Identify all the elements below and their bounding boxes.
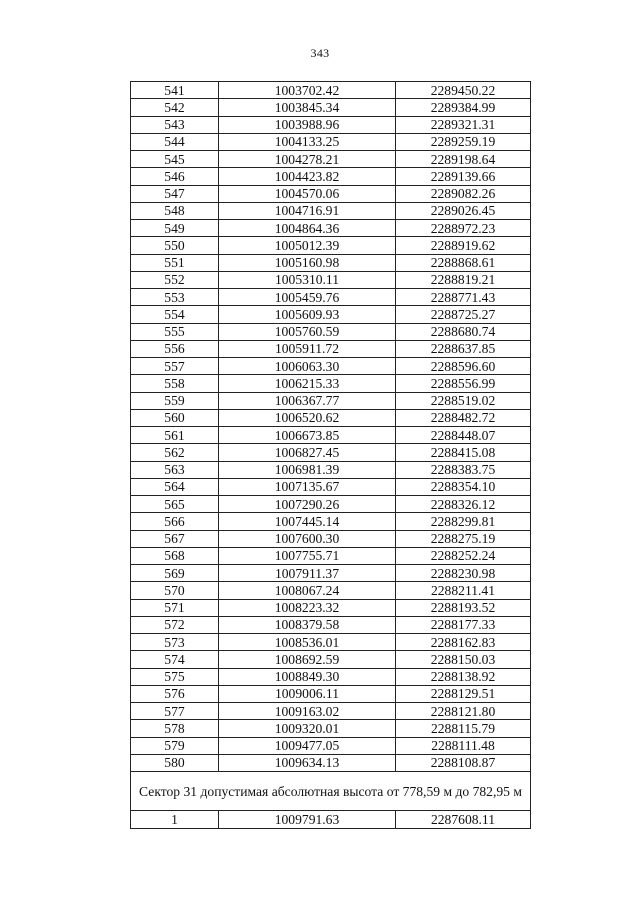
point-number-cell: 544 — [131, 133, 219, 150]
table-row — [131, 392, 531, 409]
x-coordinate-cell: 1005310.11 — [219, 271, 396, 288]
point-number-cell: 542 — [131, 99, 219, 116]
x-coordinate-cell: 1009006.11 — [219, 685, 396, 702]
table-row — [131, 289, 531, 306]
point-number-cell: 560 — [131, 409, 219, 426]
y-coordinate-cell: 2288819.21 — [396, 271, 531, 288]
point-number-cell: 547 — [131, 185, 219, 202]
point-number-cell: 548 — [131, 202, 219, 219]
y-coordinate-cell: 2289198.64 — [396, 151, 531, 168]
y-coordinate-cell: 2288138.92 — [396, 668, 531, 685]
point-number-cell: 1 — [131, 811, 219, 829]
x-coordinate-cell: 1008067.24 — [219, 582, 396, 599]
x-coordinate-cell: 1005609.93 — [219, 306, 396, 323]
y-coordinate-cell: 2288115.79 — [396, 720, 531, 737]
point-number-cell: 561 — [131, 427, 219, 444]
table-row — [131, 168, 531, 185]
table-row — [131, 375, 531, 392]
x-coordinate-cell: 1004278.21 — [219, 151, 396, 168]
table-row — [131, 99, 531, 116]
point-number-cell: 579 — [131, 737, 219, 754]
y-coordinate-cell: 2288482.72 — [396, 409, 531, 426]
table-row — [131, 185, 531, 202]
table-row — [131, 133, 531, 150]
table-row — [131, 116, 531, 133]
point-number-cell: 545 — [131, 151, 219, 168]
x-coordinate-cell: 1007911.37 — [219, 565, 396, 582]
sector-section — [131, 772, 531, 811]
y-coordinate-cell: 2288252.24 — [396, 547, 531, 564]
y-coordinate-cell: 2288121.80 — [396, 703, 531, 720]
table-row — [131, 306, 531, 323]
y-coordinate-cell: 2288150.03 — [396, 651, 531, 668]
point-number-cell: 554 — [131, 306, 219, 323]
y-coordinate-cell: 2288637.85 — [396, 340, 531, 357]
x-coordinate-cell: 1005160.98 — [219, 254, 396, 271]
x-coordinate-cell: 1005760.59 — [219, 323, 396, 340]
x-coordinate-cell: 1004570.06 — [219, 185, 396, 202]
table-row — [131, 478, 531, 495]
y-coordinate-cell: 2288211.41 — [396, 582, 531, 599]
point-number-cell: 580 — [131, 754, 219, 771]
y-coordinate-cell: 2288725.27 — [396, 306, 531, 323]
x-coordinate-cell: 1007290.26 — [219, 496, 396, 513]
sector-heading: Сектор 31 допустимая абсолютная высота от 778,59 м до 782,95 м — [131, 772, 531, 811]
point-number-cell: 551 — [131, 254, 219, 271]
table-row — [131, 340, 531, 357]
table-row — [131, 82, 531, 99]
y-coordinate-cell: 2288771.43 — [396, 289, 531, 306]
x-coordinate-cell: 1006981.39 — [219, 461, 396, 478]
point-number-cell: 552 — [131, 271, 219, 288]
point-number-cell: 541 — [131, 82, 219, 99]
table-row — [131, 582, 531, 599]
x-coordinate-cell: 1009477.05 — [219, 737, 396, 754]
x-coordinate-cell: 1006215.33 — [219, 375, 396, 392]
table-row — [131, 703, 531, 720]
y-coordinate-cell: 2288354.10 — [396, 478, 531, 495]
y-coordinate-cell: 2288415.08 — [396, 444, 531, 461]
y-coordinate-cell: 2288162.83 — [396, 634, 531, 651]
point-number-cell: 557 — [131, 358, 219, 375]
x-coordinate-cell: 1007135.67 — [219, 478, 396, 495]
point-number-cell: 575 — [131, 668, 219, 685]
table-row — [131, 461, 531, 478]
point-number-cell: 576 — [131, 685, 219, 702]
x-coordinate-cell: 1008223.32 — [219, 599, 396, 616]
point-number-cell: 567 — [131, 530, 219, 547]
coordinates-table — [130, 81, 531, 829]
table-row — [131, 651, 531, 668]
point-number-cell: 550 — [131, 237, 219, 254]
x-coordinate-cell: 1008849.30 — [219, 668, 396, 685]
y-coordinate-cell: 2288108.87 — [396, 754, 531, 771]
table-row — [131, 427, 531, 444]
y-coordinate-cell: 2288111.48 — [396, 737, 531, 754]
coordinates-table-body — [131, 82, 531, 772]
point-number-cell: 556 — [131, 340, 219, 357]
x-coordinate-cell: 1005911.72 — [219, 340, 396, 357]
y-coordinate-cell: 2289026.45 — [396, 202, 531, 219]
point-number-cell: 563 — [131, 461, 219, 478]
y-coordinate-cell: 2288177.33 — [396, 616, 531, 633]
point-number-cell: 578 — [131, 720, 219, 737]
table-row — [131, 323, 531, 340]
x-coordinate-cell: 1004133.25 — [219, 133, 396, 150]
y-coordinate-cell: 2288448.07 — [396, 427, 531, 444]
x-coordinate-cell: 1005459.76 — [219, 289, 396, 306]
x-coordinate-cell: 1009791.63 — [219, 811, 396, 829]
table-row — [131, 496, 531, 513]
x-coordinate-cell: 1007445.14 — [219, 513, 396, 530]
x-coordinate-cell: 1008692.59 — [219, 651, 396, 668]
x-coordinate-cell: 1003988.96 — [219, 116, 396, 133]
x-coordinate-cell: 1007755.71 — [219, 547, 396, 564]
y-coordinate-cell: 2288596.60 — [396, 358, 531, 375]
point-number-cell: 573 — [131, 634, 219, 651]
y-coordinate-cell: 2288230.98 — [396, 565, 531, 582]
y-coordinate-cell: 2289384.99 — [396, 99, 531, 116]
point-number-cell: 565 — [131, 496, 219, 513]
table-row — [131, 151, 531, 168]
table-row — [131, 737, 531, 754]
y-coordinate-cell: 2289139.66 — [396, 168, 531, 185]
y-coordinate-cell: 2288680.74 — [396, 323, 531, 340]
y-coordinate-cell: 2288326.12 — [396, 496, 531, 513]
table-row — [131, 811, 531, 829]
sector-table-body — [131, 811, 531, 829]
point-number-cell: 562 — [131, 444, 219, 461]
x-coordinate-cell: 1003702.42 — [219, 82, 396, 99]
table-row — [131, 237, 531, 254]
table-row — [131, 220, 531, 237]
y-coordinate-cell: 2289259.19 — [396, 133, 531, 150]
point-number-cell: 553 — [131, 289, 219, 306]
y-coordinate-cell: 2288275.19 — [396, 530, 531, 547]
point-number-cell: 559 — [131, 392, 219, 409]
point-number-cell: 558 — [131, 375, 219, 392]
point-number-cell: 572 — [131, 616, 219, 633]
point-number-cell: 555 — [131, 323, 219, 340]
table-row — [131, 358, 531, 375]
y-coordinate-cell: 2289450.22 — [396, 82, 531, 99]
table-row — [131, 444, 531, 461]
x-coordinate-cell: 1003845.34 — [219, 99, 396, 116]
x-coordinate-cell: 1009163.02 — [219, 703, 396, 720]
y-coordinate-cell: 2288868.61 — [396, 254, 531, 271]
y-coordinate-cell: 2289082.26 — [396, 185, 531, 202]
table-row — [131, 634, 531, 651]
x-coordinate-cell: 1009320.01 — [219, 720, 396, 737]
y-coordinate-cell: 2288919.62 — [396, 237, 531, 254]
table-row — [131, 565, 531, 582]
table-row — [131, 668, 531, 685]
y-coordinate-cell: 2288129.51 — [396, 685, 531, 702]
table-row — [131, 202, 531, 219]
x-coordinate-cell: 1006673.85 — [219, 427, 396, 444]
point-number-cell: 569 — [131, 565, 219, 582]
y-coordinate-cell: 2289321.31 — [396, 116, 531, 133]
table-row — [131, 513, 531, 530]
point-number-cell: 571 — [131, 599, 219, 616]
sector-heading-row — [131, 772, 531, 811]
x-coordinate-cell: 1004423.82 — [219, 168, 396, 185]
table-row — [131, 530, 531, 547]
y-coordinate-cell: 2288299.81 — [396, 513, 531, 530]
x-coordinate-cell: 1008379.58 — [219, 616, 396, 633]
x-coordinate-cell: 1006520.62 — [219, 409, 396, 426]
table-row — [131, 720, 531, 737]
table-row — [131, 616, 531, 633]
x-coordinate-cell: 1008536.01 — [219, 634, 396, 651]
point-number-cell: 574 — [131, 651, 219, 668]
point-number-cell: 577 — [131, 703, 219, 720]
point-number-cell: 546 — [131, 168, 219, 185]
point-number-cell: 568 — [131, 547, 219, 564]
y-coordinate-cell: 2288193.52 — [396, 599, 531, 616]
x-coordinate-cell: 1006827.45 — [219, 444, 396, 461]
point-number-cell: 543 — [131, 116, 219, 133]
y-coordinate-cell: 2288556.99 — [396, 375, 531, 392]
x-coordinate-cell: 1004716.91 — [219, 202, 396, 219]
table-row — [131, 271, 531, 288]
point-number-cell: 564 — [131, 478, 219, 495]
x-coordinate-cell: 1005012.39 — [219, 237, 396, 254]
x-coordinate-cell: 1007600.30 — [219, 530, 396, 547]
table-row — [131, 547, 531, 564]
x-coordinate-cell: 1009634.13 — [219, 754, 396, 771]
point-number-cell: 549 — [131, 220, 219, 237]
y-coordinate-cell: 2288972.23 — [396, 220, 531, 237]
page-number: 343 — [310, 46, 330, 60]
table-row — [131, 409, 531, 426]
point-number-cell: 570 — [131, 582, 219, 599]
y-coordinate-cell: 2288383.75 — [396, 461, 531, 478]
point-number-cell: 566 — [131, 513, 219, 530]
y-coordinate-cell: 2287608.11 — [396, 811, 531, 829]
table-row — [131, 754, 531, 771]
table-row — [131, 599, 531, 616]
x-coordinate-cell: 1006367.77 — [219, 392, 396, 409]
x-coordinate-cell: 1006063.30 — [219, 358, 396, 375]
table-row — [131, 685, 531, 702]
x-coordinate-cell: 1004864.36 — [219, 220, 396, 237]
table-row — [131, 254, 531, 271]
y-coordinate-cell: 2288519.02 — [396, 392, 531, 409]
